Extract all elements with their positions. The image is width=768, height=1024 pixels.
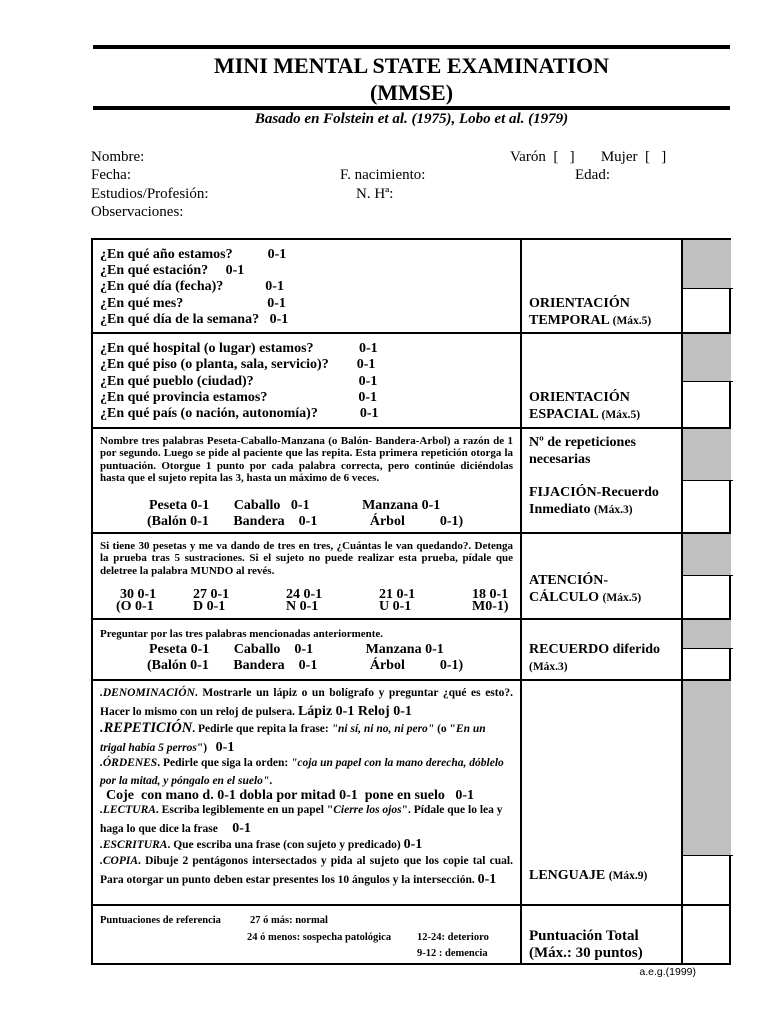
column-divider: [520, 240, 522, 963]
spelling-m: M0-1): [472, 599, 509, 614]
question: ¿En qué día (fecha)? 0-1: [100, 279, 284, 294]
item-label: .COPIA: [100, 855, 139, 867]
category-name: ESPACIAL: [529, 407, 598, 422]
field-fecha[interactable]: Fecha:: [91, 167, 131, 183]
item-phrase: "ni sí, ni no, ni pero": [331, 723, 435, 735]
item-text: ". Pídale que lo lea y haga lo que dice la frase: [100, 804, 503, 835]
row-divider: [93, 427, 729, 429]
row-divider: [93, 904, 729, 906]
field-sexo[interactable]: Varón [ ] Mujer [ ]: [510, 149, 667, 165]
category-name: ORIENTACIÓN: [529, 390, 630, 405]
page-title-abbrev: (MMSE): [369, 80, 454, 105]
category-name: TEMPORAL: [529, 313, 610, 328]
word-scores: Peseta 0-1 Caballo 0-1 Manzana 0-1: [149, 498, 441, 513]
question: ¿En qué estación? 0-1: [100, 263, 245, 278]
question: ¿En qué hospital (o lugar) estamos? 0-1: [100, 341, 378, 356]
reference-normal: 27 ó más: normal: [250, 915, 328, 926]
item-phrase: "coja un papel con la mano derecha, dóblelo por la mitad, y póngalo en el suelo": [100, 757, 504, 787]
mmse-table: [91, 238, 731, 965]
category-max: (Máx.5): [612, 315, 652, 327]
category-name: RECUERDO diferido: [529, 642, 661, 657]
item-label: .ESCRITURA: [100, 839, 168, 851]
category-max: (Máx.3): [529, 661, 568, 673]
reference-demencia: 9-12 : demencia: [417, 948, 488, 959]
spelling-u: U 0-1: [379, 599, 412, 614]
category-name: FIJACIÓN-Recuerdo Inmediato: [529, 485, 659, 517]
score-cell-divider: [681, 381, 733, 382]
copia-item: [100, 853, 513, 889]
item-text: . Pedirle que siga la orden:: [157, 757, 292, 769]
page-title: MINI MENTAL STATE EXAMINATION: [213, 53, 610, 78]
score-cell-divider: [681, 288, 733, 289]
question: ¿En qué provincia estamos? 0-1: [100, 390, 378, 405]
total-label: [529, 928, 643, 962]
score-cell-divider: [681, 575, 733, 576]
item-score: Lápiz 0-1 Reloj 0-1: [297, 703, 412, 719]
subtraction-24: 24 0-1: [286, 587, 323, 602]
spelling-d: D 0-1: [193, 599, 226, 614]
question: ¿En qué piso (o planta, sala, servicio)? 0-1: [100, 357, 376, 372]
category-max: (Máx.5): [602, 592, 642, 604]
spelling-n: N 0-1: [286, 599, 319, 614]
spelling-o: (O 0-1: [116, 599, 154, 614]
row-divider: [93, 679, 729, 681]
subtraction-27: 27 0-1: [193, 587, 230, 602]
category-label: [529, 867, 647, 885]
item-text: .: [269, 774, 273, 787]
total-title: Puntuación Total: [529, 928, 639, 944]
footer-credit: a.e.g.(1999): [639, 966, 696, 978]
repeticion-item: [100, 720, 513, 757]
score-cell-divider: [681, 648, 733, 649]
item-text: (o ": [434, 723, 456, 735]
score-cell-shaded: [683, 334, 731, 381]
escritura-item: [100, 836, 513, 855]
question: ¿En qué pueblo (ciudad)? 0-1: [100, 374, 378, 389]
item-score: 0-1: [477, 871, 497, 887]
subtraction-21: 21 0-1: [379, 587, 416, 602]
field-nombre[interactable]: Nombre:: [91, 149, 145, 165]
category-name: ATENCIÓN-: [529, 573, 609, 588]
field-observaciones[interactable]: Observaciones:: [91, 204, 184, 220]
score-cell-divider: [681, 480, 733, 481]
word-scores: Peseta 0-1 Caballo 0-1 Manzana 0-1: [149, 642, 444, 657]
item-text: "): [196, 741, 208, 754]
category-name: CÁLCULO: [529, 590, 600, 605]
question: ¿En qué mes? 0-1: [100, 296, 286, 311]
category-name: ORIENTACIÓN: [529, 296, 630, 311]
denominacion-item: [100, 685, 513, 721]
category-label: [529, 484, 679, 519]
category-label: [529, 389, 640, 424]
category-max: (Máx.9): [608, 870, 648, 882]
row-divider: [93, 532, 729, 534]
item-label: .LECTURA: [100, 804, 156, 816]
field-estudios[interactable]: Estudios/Profesión:: [91, 186, 209, 202]
instruction-text: Si tiene 30 pesetas y me va dando de tres en tres, ¿Cuántas le van quedando?. Detenga la prueba tras 5 sustraciones. Si el sujeto no puede realizar esta prueba, pídale que deletree la palabra MUNDO al revés.: [100, 540, 513, 577]
row-divider: [93, 332, 729, 334]
category-max: (Máx.5): [601, 409, 641, 421]
item-label: .REPETICIÓN: [100, 720, 193, 736]
title-rule: [93, 106, 730, 110]
subtraction-30: 30 0-1: [120, 587, 157, 602]
subtraction-18: 18 0-1: [472, 587, 509, 602]
word-scores-alt: (Balón 0-1 Bandera 0-1 Árbol 0-1): [147, 658, 464, 673]
score-cell-shaded: [683, 620, 731, 648]
item-text: . Escriba legiblemente en un papel ": [155, 804, 334, 816]
item-phrase: Cierre los ojos: [333, 804, 402, 816]
score-cell-divider: [681, 855, 733, 856]
score-cell-shaded: [683, 681, 731, 855]
top-rule: [93, 45, 730, 49]
question: ¿En qué día de la semana? 0-1: [100, 312, 289, 327]
category-label: [529, 295, 651, 330]
item-label: .ÓRDENES: [100, 757, 158, 769]
reference-deterioro: 12-24: deterioro: [417, 932, 489, 943]
item-score: 0-1: [403, 837, 423, 852]
repetitions-label: Nº de repeticiones necesarias: [529, 435, 637, 467]
item-label: .DENOMINACIÓN: [100, 687, 195, 699]
item-score: 0-1: [215, 739, 235, 755]
instruction-text: Nombre tres palabras Peseta-Caballo-Manzana (o Balón- Bandera-Arbol) a razón de 1 por segundo. Luego se pide al paciente que las repita. Esta primera repetición otorga la puntuación. Otorgue 1 punto por cada palabra correcta, pero continúe diciéndolas hasta que el sujeto repita las 3, hasta un máximo de 6 veces.: [100, 435, 513, 485]
category-name: LENGUAJE: [529, 868, 606, 883]
category-label: [529, 572, 641, 607]
item-text: . Mostrarle un lápiz o un bolígrafo y preguntar ¿qué es esto?. Hacer lo mismo con un reloj de pulsera.: [100, 687, 513, 718]
row-divider: [93, 618, 729, 620]
item-score: 0-1: [232, 820, 251, 836]
score-cell-shaded: [683, 534, 731, 575]
score-cell-shaded: [683, 429, 731, 480]
field-edad[interactable]: Edad:: [575, 167, 610, 183]
field-f-nacimiento[interactable]: F. nacimiento:: [340, 167, 426, 183]
reference-label: Puntuaciones de referencia: [100, 915, 221, 926]
item-text: . Dibuje 2 pentágonos intersectados y pida al sujeto que los copie tal cual. Para otorgar un punto deben estar presentes los 10 ángulos y la intersección.: [100, 855, 513, 886]
field-nh[interactable]: N. Hª:: [356, 186, 394, 202]
reference-sospecha: 24 ó menos: sospecha patológica: [247, 932, 392, 943]
category-label: [529, 641, 660, 676]
ordenes-score: Coje con mano d. 0-1 dobla por mitad 0-1 pone en suelo 0-1: [106, 788, 475, 803]
word-scores-alt: (Balón 0-1 Bandera 0-1 Árbol 0-1): [147, 514, 464, 529]
total-max: (Máx.: 30 puntos): [529, 945, 643, 961]
lectura-item: [100, 802, 513, 838]
question: ¿En qué país (o nación, autonomía)? 0-1: [100, 406, 379, 421]
item-phrase: En un trigal había 5 perros: [100, 723, 486, 754]
item-text: . Pedirle que repita la frase:: [192, 723, 332, 735]
question: ¿En qué año estamos? 0-1: [100, 247, 287, 262]
score-cell-shaded: [683, 240, 731, 288]
category-max: (Máx.3): [593, 504, 633, 516]
instruction-text: Preguntar por las tres palabras mencionadas anteriormente.: [100, 628, 384, 640]
item-text: . Que escriba una frase (con sujeto y predicado): [167, 839, 401, 851]
ordenes-item: [100, 755, 513, 790]
subtitle: Basado en Folstein et al. (1975), Lobo et al. (1979): [254, 111, 569, 127]
